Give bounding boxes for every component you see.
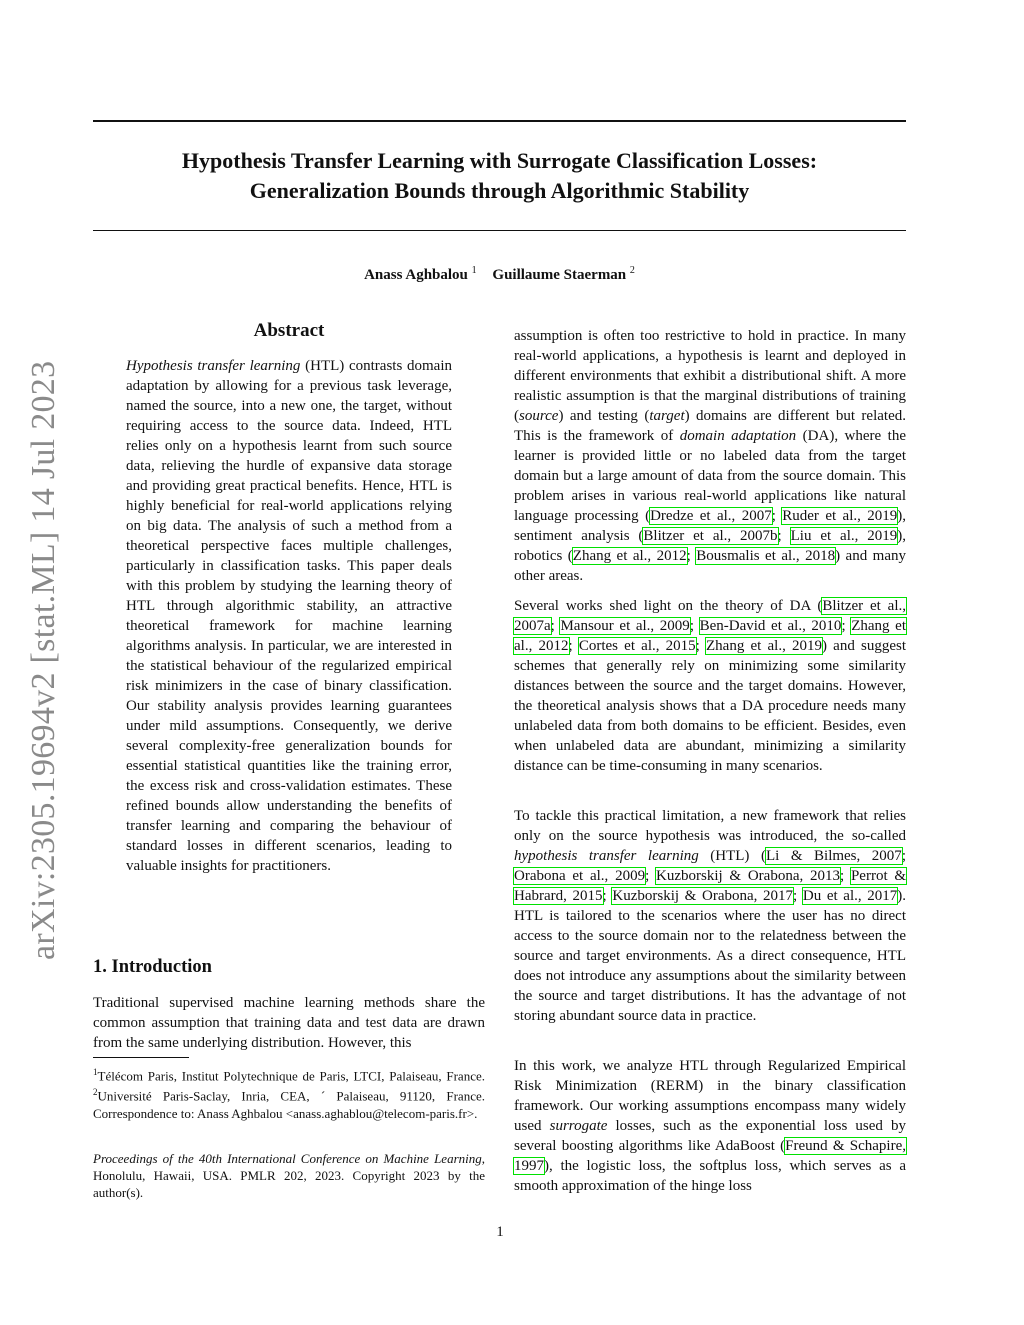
citation-link[interactable]: Du et al., 2017 xyxy=(802,888,898,904)
page-number: 1 xyxy=(496,1224,504,1240)
intro-paragraph-2: assumption is often too restrictive to hold in practice. In many real-world applications, a hypothesis is learnt and deployed in different environments that exhibit a distributional shift. A more realistic assumption is that the marginal distributions of training (source) and testing (target) domains are different but related. This is the framework of domain adaptation (DA), where the learner is provided little or no labeled data from the target domain but a large amount of data from the source domain. This problem arises in various real-world applications like natural language processing (Dredze et al., 2007; Ruder et al., 2019), sentiment analysis (Blitzer et al., 2007b; Liu et al., 2019), robotics (Zhang et al., 2012; Bousmalis et al., 2018) and many other areas. xyxy=(514,328,906,584)
title-line-1: Hypothesis Transfer Learning with Surrogate Classification Losses: xyxy=(181,148,818,173)
title-bottom-rule xyxy=(93,230,906,231)
citation-link[interactable]: Cortes et al., 2015 xyxy=(578,638,696,654)
citation-link[interactable]: Bousmalis et al., 2018 xyxy=(696,548,836,564)
citation-link[interactable]: Kuzborskij & Orabona, 2013 xyxy=(656,868,841,884)
citation-link[interactable]: Ruder et al., 2019 xyxy=(782,508,898,524)
introduction-heading: 1. Introduction xyxy=(93,957,212,977)
citation-link[interactable]: Zhang et al., 2012 xyxy=(514,618,907,654)
citation-link[interactable]: Orabona et al., 2009 xyxy=(514,868,646,884)
citation-link[interactable]: Dredze et al., 2007 xyxy=(650,508,772,524)
citation-link[interactable]: Kuzborskij & Orabona, 2017 xyxy=(612,888,794,904)
arxiv-stamp[interactable]: arXiv:2305.19694v2 [stat.ML] 14 Jul 2023 xyxy=(25,360,62,960)
intro-paragraph-5: In this work, we analyze HTL through Regularized Empirical Risk Minimization (RERM) in the binary classification framework. Our working assumptions encompass many widely used surrogate losses, such as the exponential loss used by several boosting algorithms like AdaBoost (Freund & Schapire, 1997), the logistic loss, the softplus loss, which serves as a smooth approximation of the hinge loss xyxy=(514,1058,906,1194)
paper-title xyxy=(93,146,906,206)
intro-paragraph-3: Several works shed light on the theory of DA (Blitzer et al., 2007a; Mansour et al., 2009; Ben-David et al., 2010; Zhang et al., 2012; Cortes et al., 2015; Zhang et al., 2019) and suggest schemes that generally rely on minimizing some similarity distances between the source and the target domains. However, the theoretical analysis shows that a DA procedure needs many unlabeled data from both domains to be efficient. Besides, even when unlabeled data are abundant, minimizing a similarity distance can be time-consuming in many scenarios. xyxy=(514,598,907,774)
citation-link[interactable]: Blitzer et al., 2007b xyxy=(643,528,778,544)
author-1: Anass Aghbalou $^1$ xyxy=(364,265,477,283)
citation-link[interactable]: Mansour et al., 2009 xyxy=(560,618,690,634)
citation-link[interactable]: Zhang et al., 2019 xyxy=(706,638,822,654)
abstract-body: Hypothesis transfer learning (HTL) contrasts domain adaptation by allowing for a previous task leverage, named the source, into a new one, the target, without requiring access to the source data. Indeed, HTL relies only on a hypothesis learnt from such source data, relieving the hurdle of expansive data storage and providing great practical benefits. Hence, HTL is highly beneficial for real-world applications relying on big data. The analysis of such a method from a theoretical perspective faces multiple challenges, particularly in classification tasks. This paper deals with this problem by studying the learning theory of HTL through algorithmic stability, an attractive theoretical framework for machine learning algorithms analysis. In particular, we are interested in the statistical behaviour of the regularized empirical risk minimizers in the case of binary classification. Our stability analysis provides learning guarantees under mild assumptions. Consequently, we derive several complexity-free generalization bounds for essential statistical quantities like the training error, the excess risk and cross-validation estimates. These refined bounds allow understanding the benefits of transfer learning and comparing the behaviour of standard losses in different scenarios, leading to valuable insights for practitioners. xyxy=(126,358,452,874)
citation-link[interactable]: Blitzer et al., 2007a xyxy=(514,598,906,634)
citation-link[interactable]: Ben-David et al., 2010 xyxy=(699,618,842,634)
abstract-heading: Abstract xyxy=(253,320,325,341)
author-list xyxy=(93,265,906,284)
citation-link[interactable]: Li & Bilmes, 2007 xyxy=(765,848,902,864)
author-2: Guillaume Staerman $^2$ xyxy=(492,265,635,283)
affiliation-footnote: $^1$Télécom Paris, Institut Polytechnique de Paris, LTCI, Palaiseau, France. $^2$Université Paris-Saclay, Inria, CEA, ´ Palaiseau, 91120, France. Correspondence to: Anass Aghbalou <anass.aghablou@telecom-paris.fr>. xyxy=(93,1067,485,1121)
title-line-2: Generalization Bounds through Algorithmic Stability xyxy=(249,178,750,203)
citation-link[interactable]: Perrot & Habrard, 2015 xyxy=(514,868,907,904)
citation-link[interactable]: Zhang et al., 2012 xyxy=(572,548,687,564)
proceedings-note: Proceedings of the 40th International Conference on Machine Learning, Honolulu, Hawaii, USA. PMLR 202, 2023. Copyright 2023 by the author(s). xyxy=(93,1151,485,1200)
intro-paragraph-4: To tackle this practical limitation, a new framework that relies only on the source hypothesis was introduced, the so-called hypothesis transfer learning (HTL) (Li & Bilmes, 2007; Orabona et al., 2009; Kuzborskij & Orabona, 2013; Perrot & Habrard, 2015; Kuzborskij & Orabona, 2017; Du et al., 2017). HTL is tailored to the scenarios where the user has no direct access to the source domain nor to the relatedness between the source and target environments. As a direct consequence, HTL does not introduce any assumptions about the similarity between the source and target distributions. It has the advantage of not storing abundant source data in practice. xyxy=(514,808,907,1024)
footnote-rule xyxy=(93,1057,189,1058)
title-top-rule xyxy=(93,120,906,122)
citation-link[interactable]: Freund & Schapire, 1997 xyxy=(514,1138,906,1174)
citation-link[interactable]: Liu et al., 2019 xyxy=(790,528,898,544)
intro-paragraph-1: Traditional supervised machine learning methods share the common assumption that training data and test data are drawn from the same underlying distribution. However, this xyxy=(93,995,485,1051)
